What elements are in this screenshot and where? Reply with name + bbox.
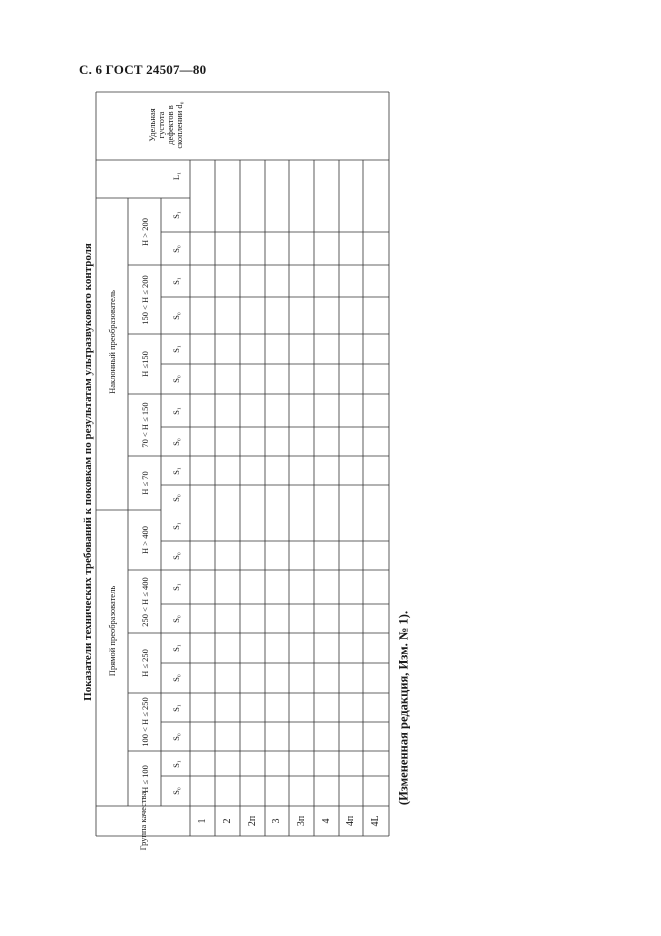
page-header: С. 6 ГОСТ 24507—80: [79, 62, 207, 77]
sub-header: S₀: [170, 674, 181, 682]
range-label: H ≤150: [139, 351, 150, 377]
straight-probe-label: Прямой преобразователь: [106, 585, 117, 676]
sub-header: S₁: [170, 521, 181, 530]
range-label: H ≤ 100: [139, 764, 150, 793]
group-label: 3п: [295, 815, 307, 827]
group-label: 4: [320, 818, 332, 824]
sub-header: S₁: [170, 345, 181, 353]
sub-header: S₁: [170, 211, 181, 219]
group-label: 2п: [246, 815, 258, 827]
group-label: 3: [271, 818, 282, 824]
range-label: H ≤ 70: [139, 471, 150, 495]
sub-header: S₀: [170, 311, 181, 320]
range-label: H > 200: [139, 217, 150, 246]
sub-header: S₀: [170, 493, 181, 502]
sub-header: S₁: [170, 644, 181, 652]
sub-header: S₁: [170, 466, 181, 475]
range-label: 100 < H ≤ 250: [139, 697, 150, 747]
amendment-note: (Измененная редакция, Изм. № 1).: [396, 610, 411, 806]
range-label: H > 400: [139, 526, 150, 554]
sub-header: S₀: [170, 437, 181, 446]
sub-header: S₁: [170, 703, 181, 712]
sub-header: S₁: [170, 759, 181, 768]
range-label: H ≤ 250: [139, 649, 150, 677]
col-quality-group: Группа качества: [137, 791, 148, 851]
sub-header: S₀: [170, 375, 181, 383]
table-caption: Показатели технических требований к поковкам по результатам ультразвукового контроля: [82, 243, 94, 701]
range-label: 150 < H ≤ 200: [139, 274, 150, 325]
group-label: 4п: [345, 815, 356, 827]
sub-header: S₀: [170, 614, 181, 623]
sub-header: S₀: [170, 244, 181, 253]
range-label: 70 < H ≤ 150: [139, 402, 150, 448]
col-density: Удельная густота дефектов в скоплении d₀: [147, 101, 184, 149]
group-label: 4L: [370, 815, 381, 827]
sub-header: S₀: [170, 787, 181, 795]
sub-header: S₀: [170, 732, 181, 741]
angled-probe-label: Наклонный преобразователь: [106, 289, 117, 394]
range-label: 250 < H ≤ 400: [139, 576, 150, 627]
group-label: 2: [221, 818, 233, 824]
col-l1: L₁: [170, 171, 181, 181]
sub-header: S₁: [170, 583, 181, 591]
sub-header: S₀: [170, 551, 181, 560]
sub-header: S₁: [170, 406, 181, 415]
group-label: 1: [196, 818, 208, 824]
sub-header: S₁: [170, 277, 181, 285]
